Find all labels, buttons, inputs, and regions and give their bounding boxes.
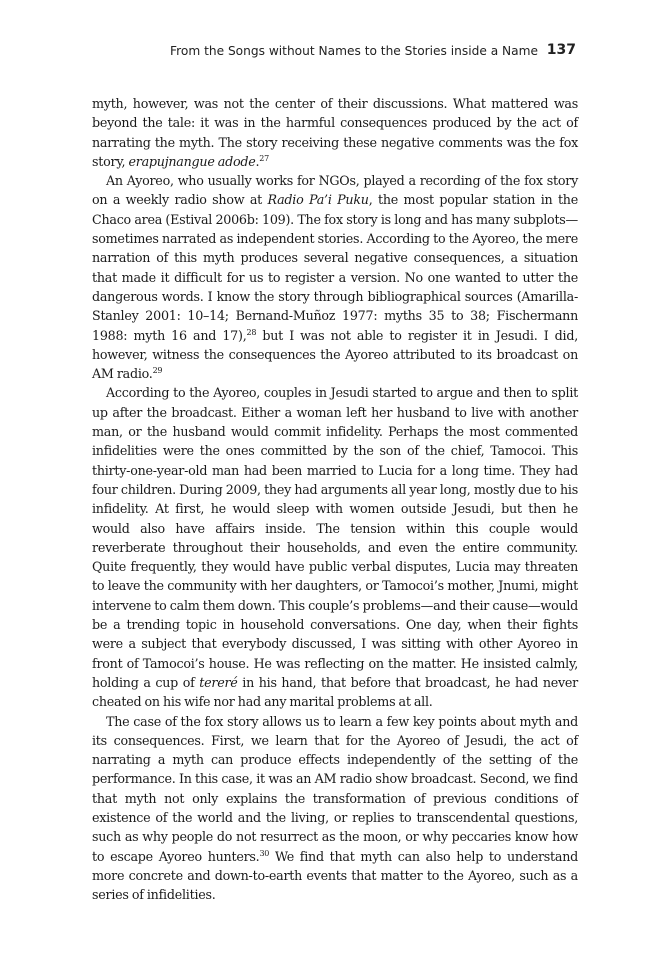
italic-text: Radio Pa’i Puku bbox=[267, 192, 369, 208]
italic-text: erapujnangue adode bbox=[128, 153, 256, 169]
text-run: , the most popular station in the Chaco area (Estival 2006b: 109). The fox story is long and has many subplots—sometimes narrated as independent stories. According to the Ayoreo, the mere narration of this myth produces several negative consequences, a situation that made it difficult for us to register a version. No one wanted to utter the dangerous words. I know the story through bibliographical sources (Amarilla-Stanley 2001: 10–14; Bernand-Muñoz 1977: myths 35 to 38; Fischermann 1988: myth 16 and 17), bbox=[92, 192, 578, 343]
page-number: 137 bbox=[546, 42, 576, 58]
footnote-ref: 27 bbox=[259, 153, 269, 163]
body-text bbox=[92, 94, 578, 904]
footnote-ref: 30 bbox=[259, 848, 270, 858]
running-head-title: From the Songs without Names to the Stories inside a Name bbox=[170, 44, 539, 58]
running-head bbox=[170, 42, 576, 62]
text-run: The case of the fox story allows us to learn a few key points about myth and its consequences. First, we learn that for the Ayoreo of Jesudi, the act of narrating a myth can produce effects independently of the setting of the performance. In this case, it was an AM radio show broadcast. Second, we find that myth not only explains the transformation of previous conditions of existence of the world and the living, or replies to transcendental questions, such as why people do not resurrect as the moon, or why peccaries know how to escape Ayoreo hunters. bbox=[92, 713, 578, 864]
italic-text: tereré bbox=[199, 674, 238, 690]
text-run: An Ayoreo, who usually works for NGOs, played a recording of the fox story on a weekly radio show at bbox=[92, 173, 578, 208]
paragraph bbox=[92, 383, 578, 711]
text-run: . bbox=[255, 153, 260, 169]
text-run: myth, however, was not the center of their discussions. What mattered was beyond the tale: it was in the harmful consequences produced by the act of narrating the myth. The story receiving these negative comments was the fox story, bbox=[92, 96, 578, 169]
footnote-ref: 29 bbox=[152, 366, 163, 376]
text-run: According to the Ayoreo, couples in Jesudi started to argue and then to split up after the broadcast. Either a woman left her husband to live with another man, or the husband would commit infidelity. Perhaps the most commented infidelities were the ones committed by the son of the chief, Tamocoi. This thirty-one-year-old man had been married to Lucia for a long time. They had four children. During 2009, they had arguments all year long, mostly due to his infidelity. At first, he would sleep with women outside Jesudi, but then he would also have affairs inside. The tension within this couple would reverberate throughout their households, and even the entire community. Quite frequently, they would have public verbal disputes, Lucia may threaten to leave the community with her daughters, or Tamocoi’s mother, Jnumi, might intervene to calm them down. This couple’s problems—and their cause—would be a trending topic in household conversations. One day, when their fights were a subject that everybody discussed, I was sitting with other Ayoreo in front of Tamocoi’s house. He was reflecting on the matter. He insisted calmly, holding a cup of bbox=[92, 385, 578, 690]
text-run: but I was not able to register it in Jesudi. I did, however, witness the consequences the Ayoreo attributed to its broadcast on AM radio. bbox=[92, 327, 578, 382]
paragraph bbox=[92, 171, 578, 383]
paragraph bbox=[92, 94, 578, 171]
text-run: We find that myth can also help to understand more concrete and down-to-earth events that matter to the Ayoreo, such as a series of infidelities. bbox=[92, 848, 578, 903]
paragraph bbox=[92, 712, 578, 905]
text-run: in his hand, that before that broadcast, he had never cheated on his wife nor had any marital problems at all. bbox=[92, 674, 578, 710]
footnote-ref: 28 bbox=[246, 327, 257, 337]
